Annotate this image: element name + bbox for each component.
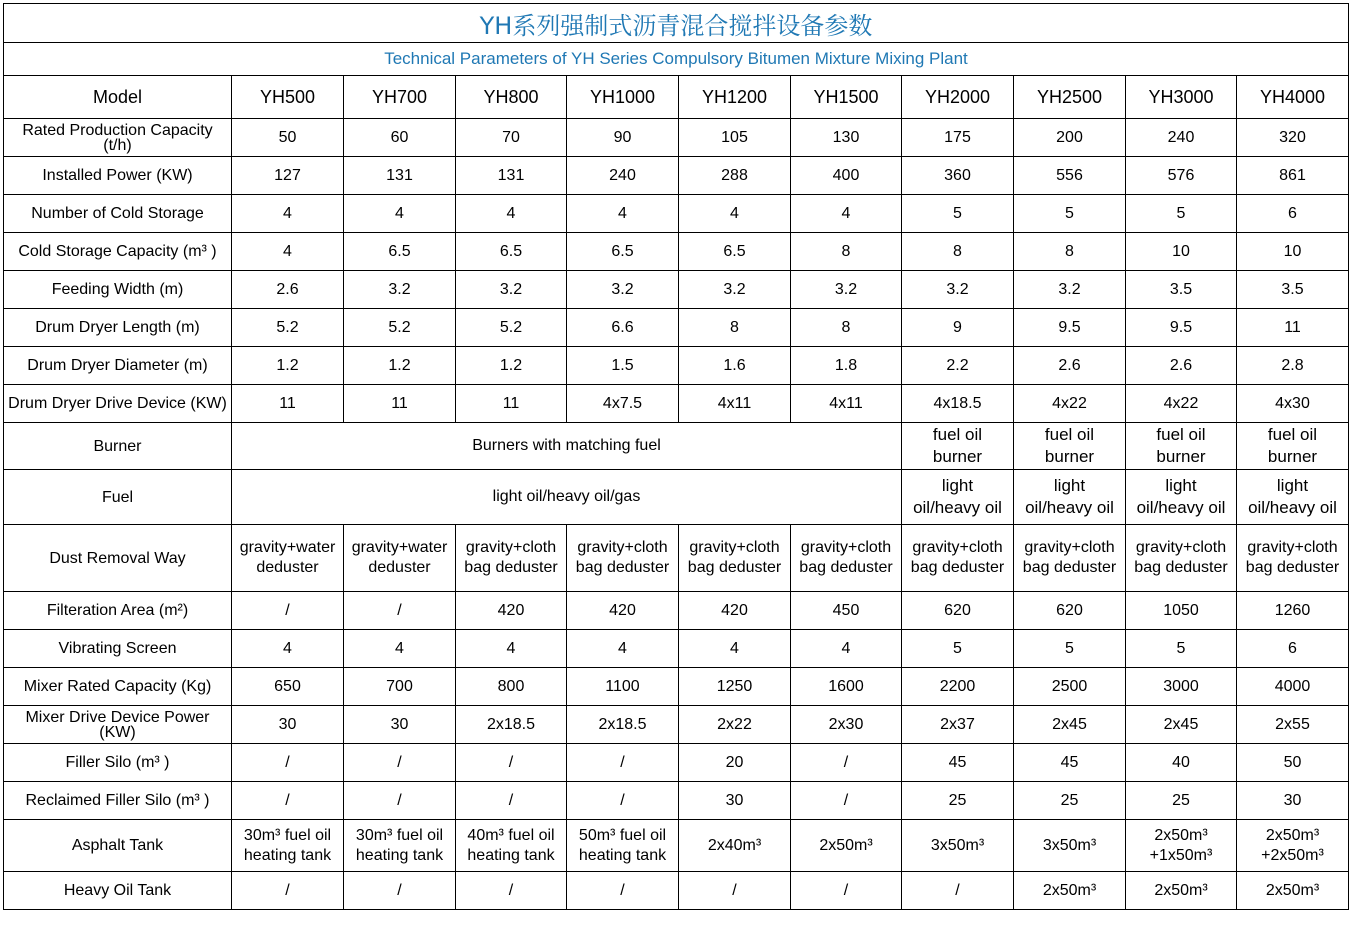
table-cell xyxy=(1237,820,1349,872)
table-cell: 8 xyxy=(679,309,791,347)
table-cell xyxy=(902,820,1014,872)
table-cell: 6.5 xyxy=(344,233,456,271)
spec-table-wrapper xyxy=(3,3,1349,910)
header-model: YH1000 xyxy=(567,76,679,119)
cell-line: gravity+cloth xyxy=(1024,539,1115,556)
table-cell: 25 xyxy=(1126,782,1237,820)
row-label: Reclaimed Filler Silo (m³ ) xyxy=(4,782,232,820)
table-row xyxy=(4,872,1349,910)
table-cell: 2200 xyxy=(902,668,1014,706)
table-cell: / xyxy=(679,872,791,910)
cell-line: burner xyxy=(1156,447,1206,466)
table-cell: 131 xyxy=(456,157,567,195)
table-cell: 105 xyxy=(679,119,791,157)
table-cell: 5 xyxy=(902,195,1014,233)
cell-line: deduster xyxy=(256,559,319,576)
spec-table xyxy=(3,3,1349,910)
table-cell: / xyxy=(456,744,567,782)
table-cell xyxy=(232,820,344,872)
table-cell: 5.2 xyxy=(344,309,456,347)
table-cell: 2x30 xyxy=(791,706,902,744)
table-cell: 2500 xyxy=(1014,668,1126,706)
row-label: Drum Dryer Diameter (m) xyxy=(4,347,232,385)
table-cell: / xyxy=(232,744,344,782)
table-cell: 8 xyxy=(902,233,1014,271)
row-label: Burner xyxy=(4,423,232,470)
cell-line: bag deduster xyxy=(910,559,1005,576)
table-cell: / xyxy=(791,782,902,820)
table-cell: 11 xyxy=(456,385,567,423)
table-cell: 10 xyxy=(1126,233,1237,271)
row-label: Drum Dryer Drive Device (KW) xyxy=(4,385,232,423)
table-cell: 3.5 xyxy=(1126,271,1237,309)
table-cell: 861 xyxy=(1237,157,1349,195)
cell-line: bag deduster xyxy=(799,559,893,576)
table-row xyxy=(4,592,1349,630)
table-cell: 620 xyxy=(902,592,1014,630)
table-cell: 360 xyxy=(902,157,1014,195)
table-cell: 4 xyxy=(791,630,902,668)
spec-table-body xyxy=(4,4,1349,910)
table-cell: 5 xyxy=(1126,195,1237,233)
header-model: YH4000 xyxy=(1237,76,1349,119)
table-row xyxy=(4,347,1349,385)
table-cell: 2x37 xyxy=(902,706,1014,744)
table-cell: / xyxy=(344,592,456,630)
cell-line: oil/heavy oil xyxy=(1248,498,1337,517)
cell-line: bag deduster xyxy=(464,559,558,576)
table-cell xyxy=(791,820,902,872)
table-cell: 5 xyxy=(902,630,1014,668)
table-cell: 4 xyxy=(679,195,791,233)
table-row xyxy=(4,782,1349,820)
table-cell: 50 xyxy=(232,119,344,157)
table-cell: 2.8 xyxy=(1237,347,1349,385)
cell-line: burner xyxy=(1044,447,1095,466)
table-row xyxy=(4,820,1349,872)
table-cell xyxy=(679,820,791,872)
table-cell: 130 xyxy=(791,119,902,157)
table-cell: 1.2 xyxy=(232,347,344,385)
table-cell: 200 xyxy=(1014,119,1126,157)
header-model: YH500 xyxy=(232,76,344,119)
table-cell: 556 xyxy=(1014,157,1126,195)
table-cell: 11 xyxy=(232,385,344,423)
table-cell: 25 xyxy=(902,782,1014,820)
table-cell: 4 xyxy=(567,630,679,668)
table-cell: 4x18.5 xyxy=(902,385,1014,423)
cell-line: fuel oil xyxy=(932,425,983,444)
table-cell: 40 xyxy=(1126,744,1237,782)
table-row xyxy=(4,309,1349,347)
table-cell: 4 xyxy=(232,195,344,233)
row-label: Drum Dryer Length (m) xyxy=(4,309,232,347)
row-label: Installed Power (KW) xyxy=(4,157,232,195)
cell-line: 2x50m³ xyxy=(819,836,873,854)
cell-line: gravity+cloth xyxy=(1135,539,1227,556)
table-cell xyxy=(902,470,1014,525)
row-label: Feeding Width (m) xyxy=(4,271,232,309)
table-cell: 4000 xyxy=(1237,668,1349,706)
table-cell: 2x18.5 xyxy=(456,706,567,744)
table-cell xyxy=(1237,423,1349,470)
table-cell: 3.2 xyxy=(791,271,902,309)
table-cell: 30 xyxy=(679,782,791,820)
cell-line: deduster xyxy=(368,559,431,576)
table-cell: 4x30 xyxy=(1237,385,1349,423)
table-cell: 6.5 xyxy=(456,233,567,271)
table-cell xyxy=(567,820,679,872)
table-cell: 4 xyxy=(232,233,344,271)
cell-line: +2x50m³ xyxy=(1261,846,1324,864)
table-cell: 70 xyxy=(456,119,567,157)
table-cell: 620 xyxy=(1014,592,1126,630)
cell-line: 30m³ fuel oil xyxy=(243,826,332,844)
header-model: YH2000 xyxy=(902,76,1014,119)
table-cell xyxy=(456,820,567,872)
row-label: Filteration Area (m²) xyxy=(4,592,232,630)
table-cell: 1100 xyxy=(567,668,679,706)
merged-cell: light oil/heavy oil/gas xyxy=(232,470,902,525)
table-cell: 4x11 xyxy=(679,385,791,423)
table-cell: 240 xyxy=(567,157,679,195)
table-cell: 1.2 xyxy=(456,347,567,385)
table-cell xyxy=(344,525,456,592)
table-row xyxy=(4,195,1349,233)
table-cell: 20 xyxy=(679,744,791,782)
page-title-chinese: YH系列强制式沥青混合搅拌设备参数 xyxy=(4,4,1349,43)
header-model: YH3000 xyxy=(1126,76,1237,119)
table-cell: 11 xyxy=(344,385,456,423)
table-cell: 3.2 xyxy=(456,271,567,309)
table-cell: 9 xyxy=(902,309,1014,347)
table-cell: / xyxy=(456,872,567,910)
table-cell: 2.2 xyxy=(902,347,1014,385)
cell-line: bag deduster xyxy=(1022,559,1117,576)
table-cell: 3.2 xyxy=(679,271,791,309)
table-cell: 320 xyxy=(1237,119,1349,157)
table-cell: 3.2 xyxy=(1014,271,1126,309)
table-cell xyxy=(1014,470,1126,525)
table-cell xyxy=(1126,423,1237,470)
table-cell: 1.5 xyxy=(567,347,679,385)
table-cell: 576 xyxy=(1126,157,1237,195)
table-cell: 1250 xyxy=(679,668,791,706)
table-cell: 2.6 xyxy=(1126,347,1237,385)
table-cell: 90 xyxy=(567,119,679,157)
cell-line: gravity+cloth xyxy=(1247,539,1338,556)
cell-line: bag deduster xyxy=(1134,559,1228,576)
table-row xyxy=(4,271,1349,309)
table-cell: 3.5 xyxy=(1237,271,1349,309)
table-cell xyxy=(1014,820,1126,872)
table-cell: 288 xyxy=(679,157,791,195)
table-cell: / xyxy=(791,872,902,910)
cell-line: burner xyxy=(1267,447,1318,466)
table-cell xyxy=(902,525,1014,592)
table-cell: 4x22 xyxy=(1014,385,1126,423)
table-cell: 4 xyxy=(344,630,456,668)
cell-line: heating tank xyxy=(578,846,667,864)
table-row xyxy=(4,706,1349,744)
table-cell: / xyxy=(344,782,456,820)
table-cell: 30 xyxy=(232,706,344,744)
table-cell: 2x50m³ xyxy=(1014,872,1126,910)
table-cell: 9.5 xyxy=(1014,309,1126,347)
cell-line: heating tank xyxy=(243,846,332,864)
table-cell: 60 xyxy=(344,119,456,157)
cell-line: fuel oil xyxy=(1267,425,1318,444)
table-cell: / xyxy=(232,782,344,820)
table-row xyxy=(4,470,1349,525)
cell-line: heating tank xyxy=(467,846,555,864)
table-cell: 2x18.5 xyxy=(567,706,679,744)
table-cell xyxy=(902,423,1014,470)
cell-line: oil/heavy oil xyxy=(913,498,1002,517)
row-label: Dust Removal Way xyxy=(4,525,232,592)
cell-line: light xyxy=(1165,476,1197,495)
cell-line: fuel oil xyxy=(1156,425,1206,444)
header-model: YH700 xyxy=(344,76,456,119)
table-cell: 5 xyxy=(1014,630,1126,668)
row-label: Asphalt Tank xyxy=(4,820,232,872)
table-cell: / xyxy=(567,782,679,820)
table-cell xyxy=(1126,820,1237,872)
table-cell: 5 xyxy=(1126,630,1237,668)
header-row xyxy=(4,76,1349,119)
table-cell xyxy=(791,525,902,592)
merged-cell: Burners with matching fuel xyxy=(232,423,902,470)
table-cell: 6.5 xyxy=(679,233,791,271)
table-cell: 420 xyxy=(567,592,679,630)
table-cell: 25 xyxy=(1014,782,1126,820)
row-label: Cold Storage Capacity (m³ ) xyxy=(4,233,232,271)
table-cell: 4 xyxy=(791,195,902,233)
table-cell: 4x7.5 xyxy=(567,385,679,423)
table-cell: 3000 xyxy=(1126,668,1237,706)
table-cell: 10 xyxy=(1237,233,1349,271)
row-label: Rated Production Capacity (t/h) xyxy=(4,119,232,157)
table-cell: 3.2 xyxy=(902,271,1014,309)
table-row xyxy=(4,233,1349,271)
table-cell: 3.2 xyxy=(344,271,456,309)
table-cell: 4 xyxy=(232,630,344,668)
table-cell: 2.6 xyxy=(232,271,344,309)
table-cell: 1.8 xyxy=(791,347,902,385)
table-cell: 1.2 xyxy=(344,347,456,385)
table-cell: 30 xyxy=(1237,782,1349,820)
table-cell: 4x11 xyxy=(791,385,902,423)
table-cell: 175 xyxy=(902,119,1014,157)
cell-line: 3x50m³ xyxy=(930,836,985,854)
table-cell: / xyxy=(567,744,679,782)
table-cell: 8 xyxy=(1014,233,1126,271)
table-cell: 450 xyxy=(791,592,902,630)
table-cell: 30 xyxy=(344,706,456,744)
table-cell: 2x50m³ xyxy=(1126,872,1237,910)
table-cell: 1260 xyxy=(1237,592,1349,630)
cell-line: gravity+water xyxy=(239,539,336,556)
cell-line: 40m³ fuel oil xyxy=(467,826,555,844)
table-cell: / xyxy=(344,744,456,782)
table-cell: 1.6 xyxy=(679,347,791,385)
table-row xyxy=(4,744,1349,782)
table-cell: 800 xyxy=(456,668,567,706)
row-label: Mixer Drive Device Power (KW) xyxy=(4,706,232,744)
table-cell: 8 xyxy=(791,233,902,271)
table-cell: 5 xyxy=(1014,195,1126,233)
table-cell: 1050 xyxy=(1126,592,1237,630)
cell-line: oil/heavy oil xyxy=(1025,498,1114,517)
table-cell: 4 xyxy=(456,195,567,233)
cell-line: gravity+cloth xyxy=(577,539,668,556)
table-cell: / xyxy=(344,872,456,910)
table-cell: 8 xyxy=(791,309,902,347)
row-label: Number of Cold Storage xyxy=(4,195,232,233)
page-title-english: Technical Parameters of YH Series Compulsory Bitumen Mixture Mixing Plant xyxy=(4,43,1349,76)
cell-line: oil/heavy oil xyxy=(1136,498,1226,517)
cell-line: burner xyxy=(932,447,983,466)
cell-line: 2x40m³ xyxy=(707,836,762,854)
table-cell: 6.5 xyxy=(567,233,679,271)
row-label: Filler Silo (m³ ) xyxy=(4,744,232,782)
table-cell: 45 xyxy=(902,744,1014,782)
table-cell: 5.2 xyxy=(456,309,567,347)
table-cell: 2x22 xyxy=(679,706,791,744)
table-cell: 700 xyxy=(344,668,456,706)
table-cell: 50 xyxy=(1237,744,1349,782)
table-cell: 11 xyxy=(1237,309,1349,347)
header-model: YH800 xyxy=(456,76,567,119)
table-cell: 3.2 xyxy=(567,271,679,309)
table-cell: 650 xyxy=(232,668,344,706)
cell-line: light xyxy=(1276,476,1309,495)
cell-line: gravity+cloth xyxy=(912,539,1003,556)
table-cell xyxy=(456,525,567,592)
table-row xyxy=(4,423,1349,470)
table-cell: 4 xyxy=(567,195,679,233)
cell-line: gravity+cloth xyxy=(800,539,892,556)
table-cell: 6 xyxy=(1237,195,1349,233)
table-cell: / xyxy=(902,872,1014,910)
table-cell xyxy=(679,525,791,592)
header-model: YH2500 xyxy=(1014,76,1126,119)
table-cell xyxy=(1126,525,1237,592)
table-cell: 240 xyxy=(1126,119,1237,157)
cell-line: light xyxy=(1053,476,1086,495)
table-cell xyxy=(1237,525,1349,592)
cell-line: bag deduster xyxy=(687,559,782,576)
cell-line: gravity+cloth xyxy=(465,539,557,556)
cell-line: +1x50m³ xyxy=(1149,846,1213,864)
cell-line: 50m³ fuel oil xyxy=(578,826,667,844)
header-model: YH1500 xyxy=(791,76,902,119)
row-label: Mixer Rated Capacity (Kg) xyxy=(4,668,232,706)
table-cell: 2x55 xyxy=(1237,706,1349,744)
cell-line: 2x50m³ xyxy=(1154,826,1208,844)
table-cell: 127 xyxy=(232,157,344,195)
table-cell: 4 xyxy=(456,630,567,668)
cell-line: 30m³ fuel oil xyxy=(355,826,444,844)
table-cell: 420 xyxy=(679,592,791,630)
table-row xyxy=(4,157,1349,195)
cell-line: gravity+cloth xyxy=(689,539,780,556)
cell-line: 3x50m³ xyxy=(1042,836,1097,854)
table-row xyxy=(4,385,1349,423)
table-cell xyxy=(567,525,679,592)
table-cell xyxy=(1126,470,1237,525)
header-model: YH1200 xyxy=(679,76,791,119)
table-cell xyxy=(344,820,456,872)
table-row xyxy=(4,119,1349,157)
table-row xyxy=(4,525,1349,592)
header-model-label: Model xyxy=(4,76,232,119)
row-label: Heavy Oil Tank xyxy=(4,872,232,910)
row-label: Vibrating Screen xyxy=(4,630,232,668)
table-cell: 2x50m³ xyxy=(1237,872,1349,910)
cell-line: 2x50m³ xyxy=(1265,826,1320,844)
table-cell: 4 xyxy=(344,195,456,233)
table-cell: 2.6 xyxy=(1014,347,1126,385)
table-cell: 420 xyxy=(456,592,567,630)
cell-line: gravity+water xyxy=(351,539,448,556)
table-cell: 1600 xyxy=(791,668,902,706)
table-cell xyxy=(1014,525,1126,592)
table-cell: / xyxy=(567,872,679,910)
table-cell: / xyxy=(232,872,344,910)
table-cell: 2x45 xyxy=(1014,706,1126,744)
table-cell: 5.2 xyxy=(232,309,344,347)
table-row xyxy=(4,668,1349,706)
table-cell: 2x45 xyxy=(1126,706,1237,744)
cell-line: bag deduster xyxy=(575,559,670,576)
table-cell: 45 xyxy=(1014,744,1126,782)
cell-line: heating tank xyxy=(355,846,444,864)
cell-line: light xyxy=(941,476,974,495)
cell-line: fuel oil xyxy=(1044,425,1095,444)
table-cell: 9.5 xyxy=(1126,309,1237,347)
table-cell: 6.6 xyxy=(567,309,679,347)
table-cell: / xyxy=(232,592,344,630)
table-row xyxy=(4,630,1349,668)
table-cell: 131 xyxy=(344,157,456,195)
table-cell xyxy=(1237,470,1349,525)
table-cell: 6 xyxy=(1237,630,1349,668)
table-cell: / xyxy=(791,744,902,782)
table-cell xyxy=(232,525,344,592)
table-cell: 4x22 xyxy=(1126,385,1237,423)
table-cell: 4 xyxy=(679,630,791,668)
table-cell xyxy=(1014,423,1126,470)
table-cell: 400 xyxy=(791,157,902,195)
table-cell: / xyxy=(456,782,567,820)
row-label: Fuel xyxy=(4,470,232,525)
cell-line: bag deduster xyxy=(1245,559,1340,576)
